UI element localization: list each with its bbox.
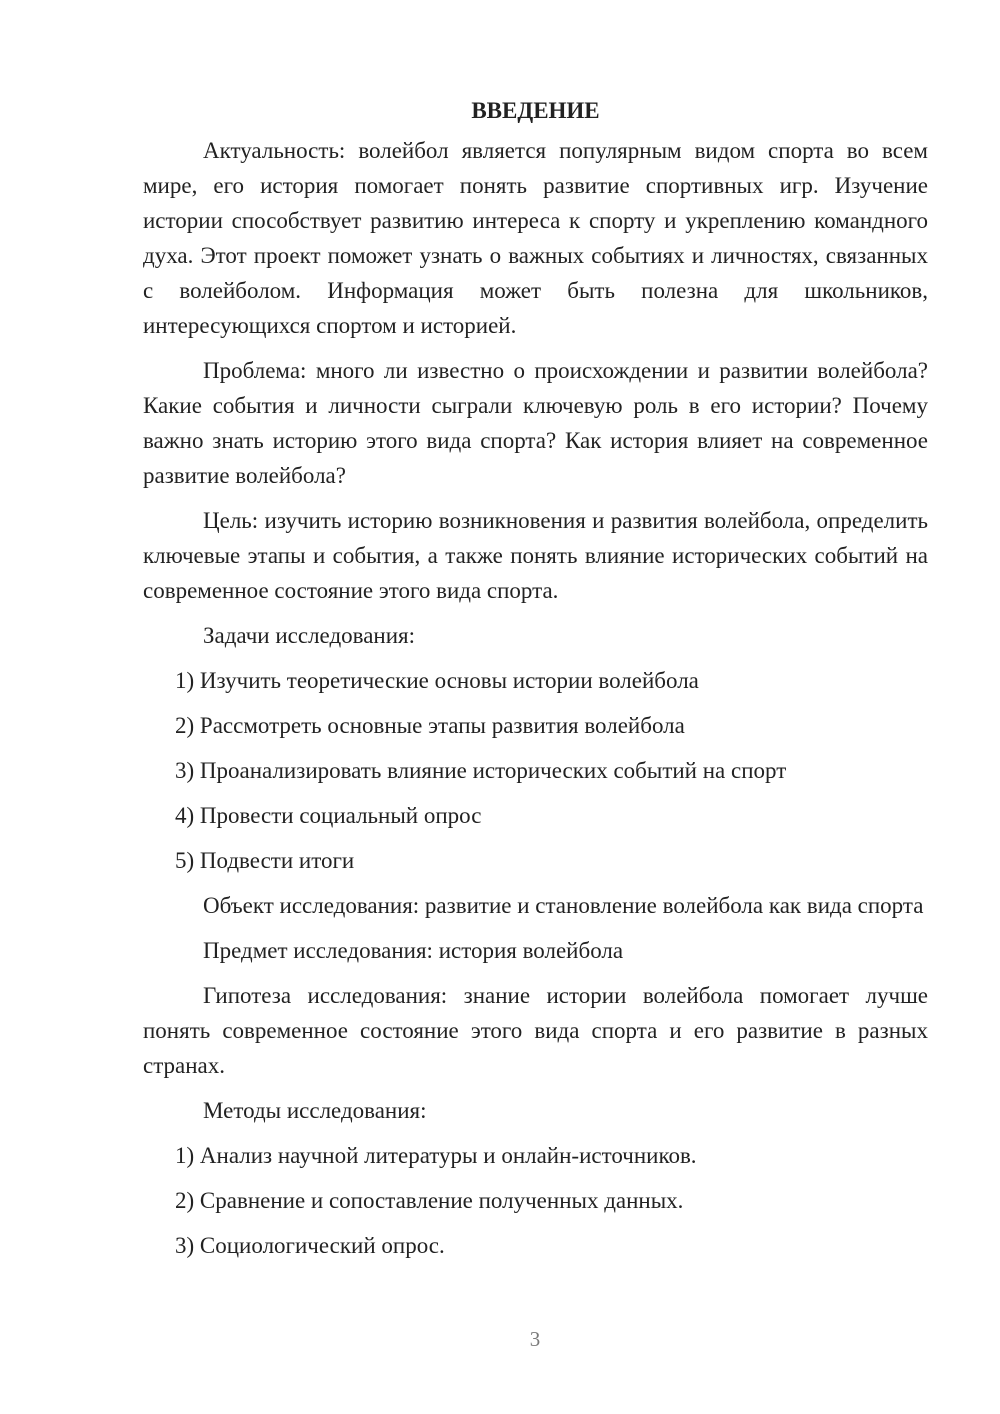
tasks-label: Задачи исследования:: [203, 623, 416, 648]
list-item: 1) Изучить теоретические основы истории волейбола: [175, 668, 699, 693]
object-paragraph: Объект исследования: развитие и становление волейбола как вида спорта: [203, 893, 924, 918]
methods-label: Методы исследования:: [203, 1098, 427, 1123]
goal-paragraph: Цель: изучить историю возникновения и развития волейбола, определить ключевые этапы и события, а также понять влияние исторических событий на современное состояние этого вида спорта.: [143, 508, 928, 603]
hypothesis-paragraph: Гипотеза исследования: знание истории волейбола помогает лучше понять современное состояние этого вида спорта и его развитие в разных странах.: [143, 983, 928, 1078]
list-item: 2) Сравнение и сопоставление полученных данных.: [175, 1188, 684, 1213]
page-title: ВВЕДЕНИЕ: [471, 98, 600, 123]
list-item: 2) Рассмотреть основные этапы развития волейбола: [175, 713, 685, 738]
page-number: 3: [529, 1327, 541, 1351]
subject-paragraph: Предмет исследования: история волейбола: [203, 938, 624, 963]
list-item: 5) Подвести итоги: [175, 848, 355, 873]
methods-list: [143, 1138, 928, 1263]
relevance-paragraph: Актуальность: волейбол является популярным видом спорта во всем мире, его история помогает понять развитие спортивных игр. Изучение истории способствует развитию интереса к спорту и укреплению командного духа. Этот проект поможет узнать о важных событиях и личностях, связанных с волейболом. Информация может быть полезна для школьников, интересующихся спортом и историей.: [143, 138, 928, 338]
tasks-list: [143, 663, 928, 878]
list-item: 4) Провести социальный опрос: [175, 803, 482, 828]
list-item: 3) Социологический опрос.: [175, 1233, 445, 1258]
page-content: [143, 93, 928, 1273]
list-item: 3) Проанализировать влияние исторических событий на спорт: [175, 758, 787, 783]
problem-paragraph: Проблема: много ли известно о происхождении и развитии волейбола? Какие события и личности сыграли ключевую роль в его истории? Почему важно знать историю этого вида спорта? Как история влияет на современное развитие волейбола?: [143, 358, 928, 488]
list-item: 1) Анализ научной литературы и онлайн-источников.: [175, 1143, 697, 1168]
